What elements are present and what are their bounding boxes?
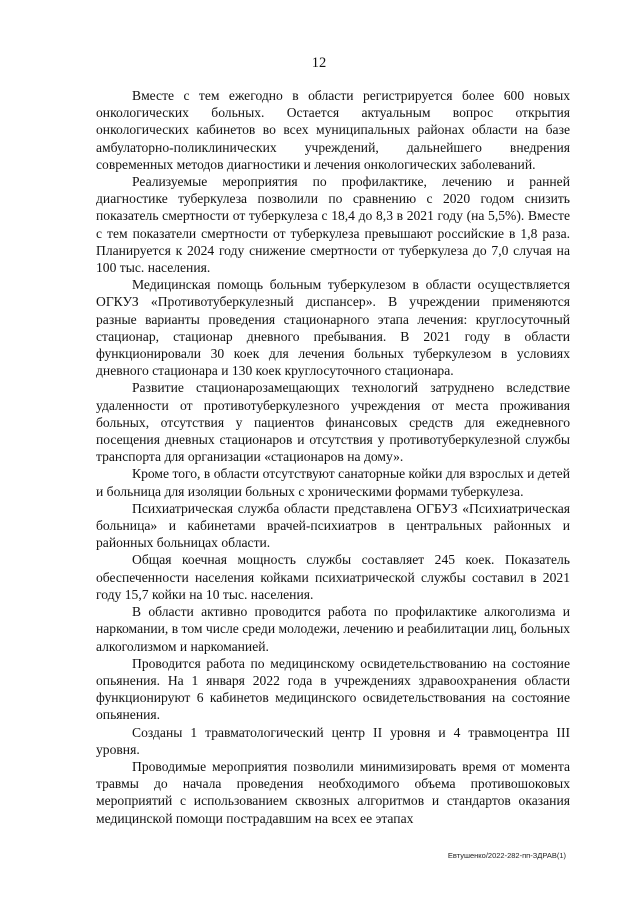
paragraph-1: Вместе с тем ежегодно в области регистрируется более 600 новых онкологических больных. Остается актуальным вопрос открытия онкологических кабинетов во всех муниципальных районах области на базе амбулаторно-поликлинических учреждений, дальнейшего внедрения современных методов диагностики и лечения онкологических заболеваний. [96,88,570,172]
paragraph-7: Общая коечная мощность службы составляет 245 коек. Показатель обеспеченности населения койками психиатрической службы составил в 2021 году 15,7 койки на 10 тыс. населения. [96,552,570,602]
paragraph-8: В области активно проводится работа по профилактике алкоголизма и наркомании, в том числе среди молодежи, лечению и реабилитации лиц, больных алкоголизмом и наркоманией. [96,604,570,654]
paragraph-9: Проводится работа по медицинскому освидетельствованию на состояние опьянения. На 1 января 2022 года в учреждениях здравоохранения области функционируют 6 кабинетов медицинского освидетельствования на состояние опьянения. [96,655,570,723]
document-body [96,87,570,827]
paragraph-11: Проводимые мероприятия позволили минимизировать время от момента травмы до начала проведения необходимого объема противошоковых мероприятий с использованием сквозных алгоритмов и стандартов оказания медицинской помощи пострадавшим на всех ее этапах [96,758,570,826]
paragraph-4: Развитие стационарозамещающих технологий затруднено вследствие удаленности от противотуберкулезного учреждения от места проживания больных, отсутствия у пациентов финансовых средств для ежедневного посещения дневных стационаров и отсутствия у противотуберкулезной службы транспорта для организации «стационаров на дому». [96,380,570,465]
paragraph-10: Созданы 1 травматологический центр II уровня и 4 травмоцентра III уровня. [96,724,570,757]
document-reference-code: Евтушенко/2022-282-пп-ЗДРАВ(1) [447,851,566,860]
paragraph-6: Психиатрическая служба области представлена ОГБУЗ «Психиатрическая больница» и кабинетами врачей-психиатров в центральных районных и районных больницах области. [96,500,570,551]
paragraph-3: Медицинская помощь больным туберкулезом в области осуществляется ОГКУЗ «Противотуберкулезный диспансер». В учреждении применяются разные варианты проведения стационарного этапа лечения: круглосуточный стационар, стационар дневного пребывания. В 2021 году в области функционировали 30 коек для лечения больных туберкулезом в условиях дневного стационара и 130 коек круглосуточного стационара. [96,277,570,379]
page-number: 12 [311,55,327,71]
paragraph-5: Кроме того, в области отсутствуют санаторные койки для взрослых и детей и больница для изоляции больных с хроническими формами туберкулеза. [96,466,570,499]
paragraph-2: Реализуемые мероприятия по профилактике, лечению и ранней диагностике туберкулеза позволили по сравнению с 2020 годом снизить показатель смертности от туберкулеза с 18,4 до 8,3 в 2021 году (на 5,5%). Вместе с тем показатели смертности от туберкулеза превышают российские в 1,8 раза. Планируется к 2024 году снижение смертности от туберкулеза до 7,0 случая на 100 тыс. населения. [96,174,570,276]
